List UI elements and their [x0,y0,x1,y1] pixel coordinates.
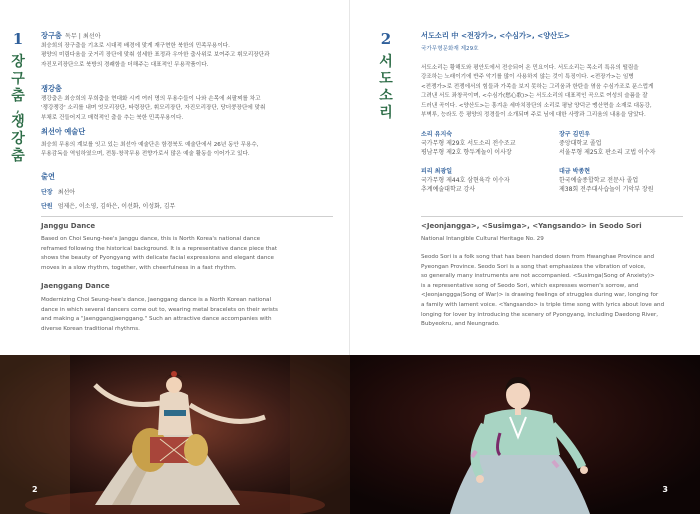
body-line: 평양의 미림다움을 굿거리 장단에 맞춰 섬세한 표정과 우아한 춤사위로 보여주고 휘모리장단과 [41,52,270,59]
cast-label: 단장 [41,189,53,196]
credit-line: 서울무형 제25호 판소리 고법 이수자 [559,149,656,156]
left-vertical-title [7,30,29,165]
en-line: Seodo Sori is a folk song that has been handed down from Hwanghae Province and [421,254,655,260]
artist-body [41,141,259,160]
section-number: 2 [380,30,392,48]
en-body-seodo [421,253,664,330]
credit-line: 국가무형 제29호 서도소리 전수조교 [421,140,516,147]
credit-label: 장구 김민우 [559,131,591,138]
body-line: 부벽루, 능라도 등 평양의 정경들이 소개되며 주로 님에 대한 사랑과 그리움의 내용을 담았다. [421,111,646,118]
credit-label: 대금 박종현 [559,168,591,175]
credit-daegeum [559,167,654,194]
credit-line: 중앙대학교 졸업 [559,140,602,147]
body-line: 부채로 건들어지고 매력적인 춤을 추는 북한 민족무용이다. [41,114,184,121]
en-body-jaenggang [41,296,278,334]
title-char: 도 [379,71,393,87]
right-vertical-title [375,30,397,122]
body-line: 자진모리장단으로 북방의 경쾌함을 더해주는 대표적인 무용작품이다. [41,61,209,68]
cast-row [41,198,175,212]
jaenggang-body [41,95,265,123]
en-line: a family with lament voice. <Yangsando> is triple time song with lyrics about love and [421,301,665,308]
title-chars [375,54,397,122]
cast-row [41,184,175,198]
body-line: 드러낸 곡이다. <양산도>는 흥겨운 세마치장단의 소리로 평남 양덕군 맹산면을 소재로 대동강, [421,102,652,109]
credit-piri [421,167,510,194]
divider [421,216,683,217]
page-number: 3 [662,485,668,494]
title-char: 리 [379,105,393,121]
singer-photo [350,355,700,514]
title-char: 춤 [11,88,25,104]
heading-text: 장구춤 [41,31,62,40]
en-line: <Jeonjanggga(Song of War)> is drawing feelings of struggles during war, longing for [421,292,659,299]
title-chars [7,54,29,165]
heading-sub: 독무 | 최선아 [64,33,101,40]
janggu-heading [41,31,101,41]
seodo-heading: 서도소리 中 <전장가>, <수심가>, <양산도> [421,31,571,40]
en-body-janggu [41,235,277,273]
dancer-illustration [0,355,350,514]
section-number: 1 [12,30,24,48]
heritage-label: 국가무형문화재 제29호 [421,46,479,52]
title-char: 장 [11,54,25,70]
en-line: Bubyeokru, and Neungrado. [421,321,500,328]
cast-list [41,184,175,212]
en-line: Based on Choi Seung-hee's Janggu dance, this is North Korea's national dance [41,236,261,242]
title-char: 춤 [11,148,25,164]
right-page [350,0,700,514]
en-line: reframed following the historical background. It is a representative dance piece that [41,245,278,252]
en-line: dance in which several dancers come out to, wearing metal bracelets on their wrists [41,306,278,313]
credit-janggu [559,130,655,157]
title-char: , [16,104,20,115]
cast-label: 단원 [41,203,53,210]
credit-vocal [421,130,516,157]
en-line: so generally many instruments are not accompanied. <Susimga(Song of Anxiety)> [421,273,655,280]
en-line: and making a "Jaenggangjaenggang." Such an attractive dance accompanies with [41,316,272,323]
body-line: 무용감독을 역임하였으며, 전통·창작무용 전향가로서 많은 예술 활동을 이어가고 있다. [41,151,250,158]
credit-label: 피리 최광일 [421,168,453,175]
en-heading-janggu: Janggu Dance [41,222,96,230]
credit-line: 국가무형 제44호 삼현육각 이수자 [421,177,510,184]
body-line: 최승희 무용의 계보를 잇고 있는 최선아 예술단은 함경북도 예술단에서 26년 동안 무용수, [41,142,259,148]
body-line: 쟁강춤은 최승희의 무희춤을 현대화 시켜 여러 명의 무용수들이 나와 손목에 쇠팔찌를 차고 [41,96,261,102]
credit-line: 제38회 전주대사습놀이 기악부 장원 [559,186,654,193]
credit-line: 평남무형 제2호 향두계놀이 이사장 [421,149,512,156]
credit-line: 한국예술종합학교 전문사 졸업 [559,177,639,184]
title-char: 구 [11,71,25,87]
title-char: 소 [379,88,393,104]
credit-label: 소리 유지숙 [421,131,453,138]
artist-heading: 최선아 예술단 [41,127,86,136]
cast-heading: 출연 [41,172,55,181]
body-line: 그려낸 서도 좌창곡이며, <수심가(愁心歌)>는 서도소리의 대표적인 곡으로 여성의 슬픔을 잘 [421,93,648,100]
en-line: is a representative song of Seodo Sori, which expresses women's sorrow, and [421,282,639,289]
en-line: moves in a slow rhythm, together, with cheerfulness in a fast rhythm. [41,264,237,271]
cast-names: 최선아 [57,189,76,196]
body-line: 최승희의 장구춤을 기초로 시대적 배경에 맞게 재구현한 북한의 민족무용이다. [41,43,230,49]
seodo-body [421,64,654,120]
title-char: 서 [379,54,393,70]
en-heading-jaenggang: Jaenggang Dance [41,282,110,290]
singer-illustration [350,355,700,514]
en-line: Modernizing Choi Seung-hee's dance, Jaenggang dance is a North Korean national [41,297,272,303]
janggu-dance-photo [0,355,350,514]
body-line: 서도소리는 황해도와 평안도에서 전승되어 온 민요이다. 서도소리는 목소리 특유의 떨림을 [421,65,639,71]
en-line: shows the beauty of Pyongyang with delicate facial expressions and elegant dance [41,255,274,262]
cast-names: 엄제은, 이소영, 김하은, 이선화, 이성화, 김무 [57,203,176,210]
janggu-body [41,42,270,70]
body-line: 강조하는 노래이기에 반주 악기를 많이 사용하지 않는 것이 특징이다. <전장가>는 임병 [421,74,634,81]
en-heritage: National Intangible Cultural Heritage No. 29 [421,236,544,242]
credit-line: 추계예술대학교 강사 [421,186,476,193]
en-heading-seodo: <Jeonjangga>, <Susimga>, <Yangsando> in Seodo Sori [421,222,642,230]
title-char: 강 [11,131,25,147]
body-line: <전쟁가>로 전쟁에서의 힘들과 가족을 보지 못하는 그리움과 한탄을 엮음 수심가조로 푼스럽게 [421,83,654,90]
en-line: longing for lover by introducing the scenery of Pyongyang, including Daedong River, [421,311,658,318]
en-line: diverse Korean traditional rhythms. [41,325,140,332]
title-char: 쟁 [11,114,25,130]
en-line: Pyeongan Province. Seodo Sori is a song that emphasizes the vibration of voice, [421,263,646,270]
page-number: 2 [32,485,38,494]
divider [41,216,333,217]
body-line: '쟁강쟁강' 소리를 내며 엇모리장단, 타령장단, 휘모리장단, 자진모리장단, 당더쿵장단에 맞춰 [41,105,266,112]
jaenggang-heading: 쟁강춤 [41,84,62,93]
